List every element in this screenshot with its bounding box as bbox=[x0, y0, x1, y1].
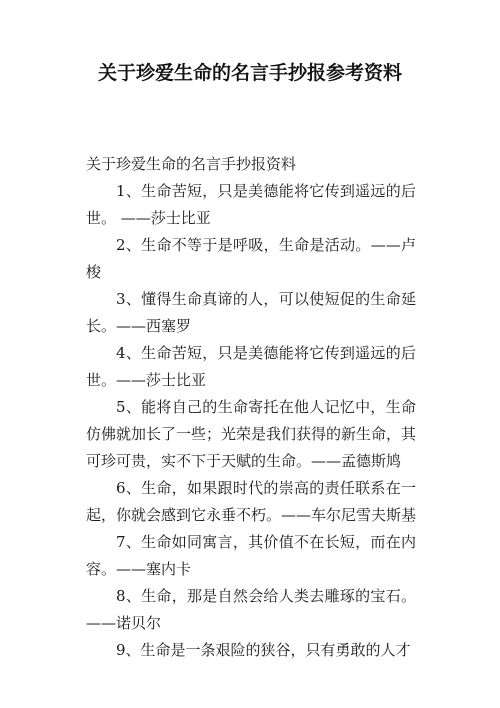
quote-item: 1、生命苦短，只是美德能将它传到遥远的后世。 ——莎士比亚 bbox=[86, 182, 416, 227]
quote-item: 5、能将自己的生命寄托在他人记忆中，生命仿佛就加长了一些；光荣是我们获得的新生命，其可珍可贵，实不下于天赋的生命。——孟德斯鸠 bbox=[86, 398, 417, 470]
section-subtitle: 关于珍爱生命的名言手抄报资料 bbox=[86, 155, 297, 173]
quote-item: 8、生命，那是自然会给人类去雕琢的宝石。 ——诺贝尔 bbox=[86, 587, 416, 632]
quote-item: 9、生命是一条艰险的狭谷，只有勇敢的人才 bbox=[116, 641, 411, 659]
quote-item: 7、生命如同寓言，其价值不在长短，而在内容。——塞内卡 bbox=[86, 533, 416, 578]
quote-item: 2、生命不等于是呼吸，生命是活动。——卢梭 bbox=[86, 236, 416, 281]
quote-item: 6、生命，如果跟时代的崇高的责任联系在一起，你就会感到它永垂不朽。——车尔尼雪夫斯基 bbox=[86, 479, 417, 524]
document-title: 关于珍爱生命的名言手抄报参考资料 bbox=[97, 62, 402, 84]
quote-item: 4、生命苦短，只是美德能将它传到遥远的后世。——莎士比亚 bbox=[86, 344, 416, 389]
quote-item: 3、懂得生命真谛的人，可以使短促的生命延长。——西塞罗 bbox=[86, 290, 416, 335]
document-body bbox=[86, 151, 416, 664]
